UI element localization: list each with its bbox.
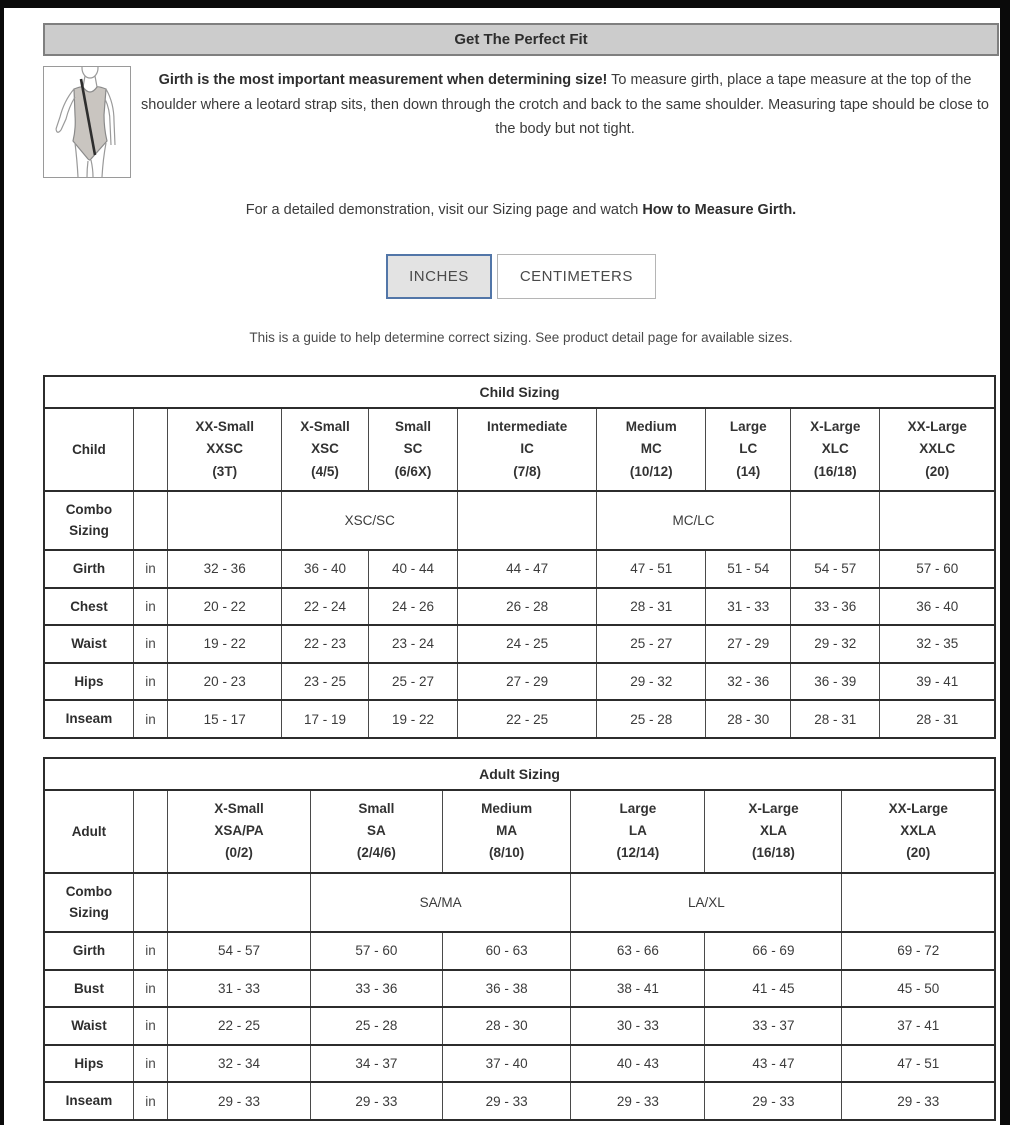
unit-cell: in	[133, 550, 167, 588]
range-cell: 32 - 36	[706, 663, 791, 701]
range-cell: 29 - 33	[571, 1082, 705, 1120]
range-cell: 44 - 47	[458, 550, 597, 588]
girth-instructions-lead: Girth is the most important measurement when determining size!	[158, 72, 608, 88]
leotard-girth-illustration	[43, 66, 131, 178]
measurement-row	[44, 663, 995, 701]
combo-sizing-row	[44, 873, 995, 932]
measurement-label: Girth	[44, 550, 133, 588]
combo-sizing-row	[44, 491, 995, 550]
range-cell: 57 - 60	[310, 932, 442, 970]
range-cell: 60 - 63	[442, 932, 570, 970]
sizing-guide-note: This is a guide to help determine correct sizing. See product detail page for available sizes.	[249, 330, 793, 345]
range-cell: 33 - 36	[791, 588, 880, 626]
unit-cell: in	[133, 932, 167, 970]
page-content	[4, 8, 1000, 1125]
combo-cell: MC/LC	[597, 491, 791, 550]
unit-cell: in	[133, 1045, 167, 1083]
range-cell: 33 - 37	[705, 1007, 842, 1045]
measurement-label: Waist	[44, 1007, 133, 1045]
demo-note-text: For a detailed demonstration, visit our Sizing page and watch	[245, 202, 643, 218]
unit-cell: in	[133, 970, 167, 1008]
size-column-header: X-Small XSC (4/5)	[282, 408, 369, 491]
measurement-label: Hips	[44, 663, 133, 701]
range-cell: 31 - 33	[706, 588, 791, 626]
range-cell: 40 - 44	[368, 550, 457, 588]
measurement-label: Bust	[44, 970, 133, 1008]
range-cell: 36 - 40	[880, 588, 995, 626]
range-cell: 25 - 27	[368, 663, 457, 701]
unit-cell: in	[133, 625, 167, 663]
range-cell: 24 - 25	[458, 625, 597, 663]
measurement-row	[44, 625, 995, 663]
combo-cell	[791, 491, 880, 550]
range-cell: 30 - 33	[571, 1007, 705, 1045]
range-cell: 36 - 38	[442, 970, 570, 1008]
table-title: Child Sizing	[44, 376, 995, 408]
combo-cell: XSC/SC	[282, 491, 458, 550]
unit-cell: in	[133, 1082, 167, 1120]
combo-cell	[168, 873, 311, 932]
range-cell: 31 - 33	[168, 970, 311, 1008]
range-cell: 29 - 33	[310, 1082, 442, 1120]
range-cell: 29 - 33	[705, 1082, 842, 1120]
range-cell: 37 - 40	[442, 1045, 570, 1083]
range-cell: 27 - 29	[458, 663, 597, 701]
range-cell: 39 - 41	[880, 663, 995, 701]
range-cell: 40 - 43	[571, 1045, 705, 1083]
range-cell: 66 - 69	[705, 932, 842, 970]
range-cell: 19 - 22	[368, 700, 457, 738]
range-cell: 28 - 30	[706, 700, 791, 738]
inches-button[interactable]: INCHES	[386, 254, 492, 299]
demo-note	[43, 202, 999, 218]
unit-cell: in	[133, 700, 167, 738]
range-cell: 29 - 33	[842, 1082, 995, 1120]
range-cell: 45 - 50	[842, 970, 995, 1008]
range-cell: 36 - 39	[791, 663, 880, 701]
range-cell: 19 - 22	[168, 625, 282, 663]
table-title: Adult Sizing	[44, 758, 995, 790]
unit-cell: in	[133, 1007, 167, 1045]
combo-sizing-label: Combo Sizing	[44, 873, 133, 932]
range-cell: 15 - 17	[168, 700, 282, 738]
size-column-header: Medium MC (10/12)	[597, 408, 706, 491]
size-column-header: Large LC (14)	[706, 408, 791, 491]
measurement-label: Hips	[44, 1045, 133, 1083]
unit-cell: in	[133, 663, 167, 701]
range-cell: 28 - 31	[880, 700, 995, 738]
range-cell: 20 - 22	[168, 588, 282, 626]
range-cell: 23 - 24	[368, 625, 457, 663]
demo-note-bold: How to Measure Girth.	[642, 202, 797, 218]
size-column-header: X-Small XSA/PA (0/2)	[168, 790, 311, 873]
combo-unit-cell	[133, 873, 167, 932]
measurement-label: Girth	[44, 932, 133, 970]
range-cell: 28 - 31	[791, 700, 880, 738]
measurement-label: Chest	[44, 588, 133, 626]
table-title-row	[44, 376, 995, 408]
range-cell: 51 - 54	[706, 550, 791, 588]
centimeters-button[interactable]: CENTIMETERS	[497, 254, 656, 299]
girth-instructions	[131, 66, 999, 178]
combo-cell	[842, 873, 995, 932]
range-cell: 23 - 25	[282, 663, 369, 701]
range-cell: 41 - 45	[705, 970, 842, 1008]
range-cell: 25 - 28	[597, 700, 706, 738]
measurement-label: Waist	[44, 625, 133, 663]
range-cell: 36 - 40	[282, 550, 369, 588]
range-cell: 32 - 36	[168, 550, 282, 588]
range-cell: 22 - 25	[458, 700, 597, 738]
range-cell: 25 - 28	[310, 1007, 442, 1045]
measurement-row	[44, 700, 995, 738]
table-header-row	[44, 790, 995, 873]
size-column-header: XX-Large XXLA (20)	[842, 790, 995, 873]
range-cell: 47 - 51	[597, 550, 706, 588]
range-cell: 29 - 32	[791, 625, 880, 663]
adult-sizing-table	[43, 757, 996, 1121]
range-cell: 28 - 31	[597, 588, 706, 626]
range-cell: 20 - 23	[168, 663, 282, 701]
range-cell: 32 - 35	[880, 625, 995, 663]
size-column-header: XX-Small XXSC (3T)	[168, 408, 282, 491]
size-column-header: Large LA (12/14)	[571, 790, 705, 873]
size-column-header: X-Large XLC (16/18)	[791, 408, 880, 491]
range-cell: 29 - 33	[168, 1082, 311, 1120]
range-cell: 22 - 25	[168, 1007, 311, 1045]
range-cell: 25 - 27	[597, 625, 706, 663]
measurement-row	[44, 1007, 995, 1045]
leotard-figure-icon	[44, 67, 130, 177]
table-title-row	[44, 758, 995, 790]
unit-toggle	[43, 254, 999, 299]
range-cell: 54 - 57	[791, 550, 880, 588]
measurement-row	[44, 932, 995, 970]
range-cell: 33 - 36	[310, 970, 442, 1008]
measurement-row	[44, 970, 995, 1008]
combo-cell: SA/MA	[310, 873, 571, 932]
range-cell: 43 - 47	[705, 1045, 842, 1083]
range-cell: 32 - 34	[168, 1045, 311, 1083]
range-cell: 22 - 24	[282, 588, 369, 626]
measurement-label: Inseam	[44, 1082, 133, 1120]
range-cell: 37 - 41	[842, 1007, 995, 1045]
range-cell: 29 - 33	[442, 1082, 570, 1120]
range-cell: 26 - 28	[458, 588, 597, 626]
unit-header-cell	[133, 790, 167, 873]
measurement-row	[44, 550, 995, 588]
range-cell: 29 - 32	[597, 663, 706, 701]
size-column-header: Intermediate IC (7/8)	[458, 408, 597, 491]
range-cell: 63 - 66	[571, 932, 705, 970]
combo-sizing-label: Combo Sizing	[44, 491, 133, 550]
size-column-header: XX-Large XXLC (20)	[880, 408, 995, 491]
range-cell: 38 - 41	[571, 970, 705, 1008]
size-column-header: Medium MA (8/10)	[442, 790, 570, 873]
table-header-row	[44, 408, 995, 491]
measurement-row	[44, 1082, 995, 1120]
range-cell: 17 - 19	[282, 700, 369, 738]
measurement-row	[44, 1045, 995, 1083]
range-cell: 27 - 29	[706, 625, 791, 663]
range-cell: 47 - 51	[842, 1045, 995, 1083]
group-label: Adult	[44, 790, 133, 873]
range-cell: 34 - 37	[310, 1045, 442, 1083]
page-title: Get The Perfect Fit	[43, 23, 999, 56]
combo-cell	[168, 491, 282, 550]
range-cell: 57 - 60	[880, 550, 995, 588]
combo-cell	[880, 491, 995, 550]
group-label: Child	[44, 408, 133, 491]
size-column-header: Small SC (6/6X)	[368, 408, 457, 491]
measurement-row	[44, 588, 995, 626]
range-cell: 54 - 57	[168, 932, 311, 970]
range-cell: 22 - 23	[282, 625, 369, 663]
unit-header-cell	[133, 408, 167, 491]
unit-cell: in	[133, 588, 167, 626]
range-cell: 24 - 26	[368, 588, 457, 626]
range-cell: 69 - 72	[842, 932, 995, 970]
combo-unit-cell	[133, 491, 167, 550]
girth-instructions-body: To measure girth, place a tape measure at the top of the shoulder where a leotard strap sits, then down through the crotch and back to the same shoulder. Measuring tape should be close to the body but not tight.	[141, 72, 989, 138]
intro-section	[43, 66, 999, 178]
combo-cell	[458, 491, 597, 550]
size-column-header: Small SA (2/4/6)	[310, 790, 442, 873]
child-sizing-table	[43, 375, 996, 739]
measurement-label: Inseam	[44, 700, 133, 738]
combo-cell: LA/XL	[571, 873, 842, 932]
range-cell: 28 - 30	[442, 1007, 570, 1045]
size-column-header: X-Large XLA (16/18)	[705, 790, 842, 873]
